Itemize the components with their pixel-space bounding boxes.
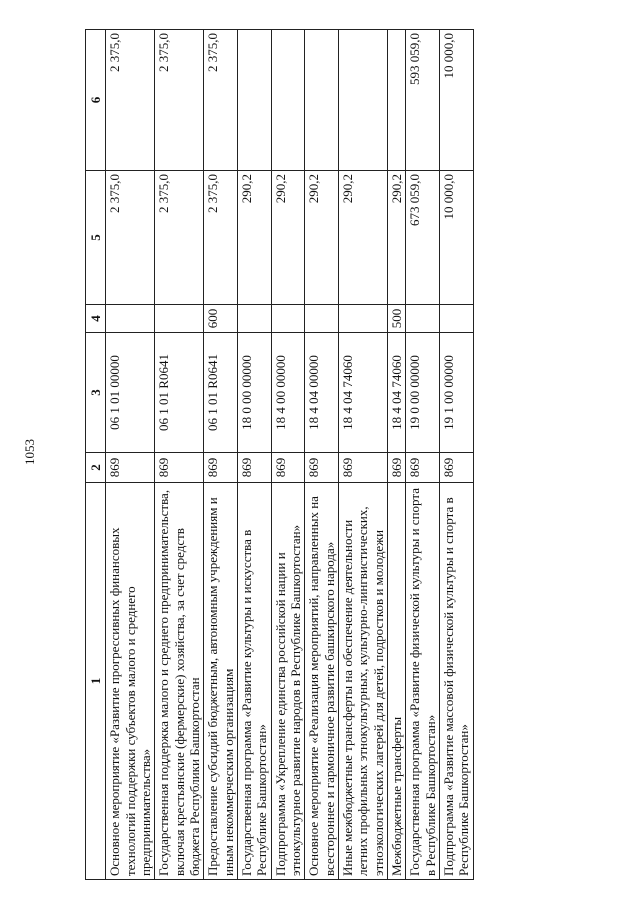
- row-name: Основное мероприятие «Развитие прогрессивных финансовых технологий поддержки субъектов малого и среднего предпринимательства»: [106, 483, 155, 880]
- table-row: [387, 30, 405, 880]
- row-csr: 19 0 00 00000: [406, 333, 440, 453]
- row-vr: [155, 305, 204, 333]
- row-sum-5: 2 375,0: [106, 171, 155, 305]
- table-row: [237, 30, 271, 880]
- row-sum-5: 673 059,0: [406, 171, 440, 305]
- table-row: [271, 30, 305, 880]
- row-sum-5: 290,2: [387, 171, 405, 305]
- row-sum-6: 10 000,0: [439, 30, 473, 171]
- table-row: [305, 30, 339, 880]
- row-csr: 06 1 01 R0641: [204, 333, 238, 453]
- row-vr: 500: [387, 305, 405, 333]
- row-sum-5: 2 375,0: [155, 171, 204, 305]
- row-sum-5: 10 000,0: [439, 171, 473, 305]
- row-code: 869: [406, 453, 440, 483]
- row-csr: 18 4 04 00000: [305, 333, 339, 453]
- row-code: 869: [237, 453, 271, 483]
- row-sum-5: 290,2: [305, 171, 339, 305]
- table-header-row: [86, 30, 106, 880]
- table-row: [106, 30, 155, 880]
- row-name: Подпрограмма «Развитие массовой физической культуры и спорта в Республике Башкортостан»: [439, 483, 473, 880]
- header-cell-1: 1: [86, 483, 106, 880]
- row-vr: [406, 305, 440, 333]
- row-sum-5: 290,2: [237, 171, 271, 305]
- row-sum-6: [305, 30, 339, 171]
- table-row: [155, 30, 204, 880]
- row-vr: [338, 305, 387, 333]
- row-sum-6: [338, 30, 387, 171]
- row-csr: 19 1 00 00000: [439, 333, 473, 453]
- row-csr: 18 4 04 74060: [387, 333, 405, 453]
- page-number: 1053: [22, 439, 37, 465]
- row-sum-6: 2 375,0: [204, 30, 238, 171]
- row-sum-6: 2 375,0: [106, 30, 155, 171]
- row-sum-5: 2 375,0: [204, 171, 238, 305]
- row-sum-5: 290,2: [338, 171, 387, 305]
- row-name: Государственная программа «Развитие физической культуры и спорта в Республике Башкортостан»: [406, 483, 440, 880]
- row-sum-6: 2 375,0: [155, 30, 204, 171]
- rotated-table-wrapper: [85, 30, 545, 880]
- row-csr: 18 4 00 00000: [271, 333, 305, 453]
- row-name: Предоставление субсидий бюджетным, автономным учреждениям и иным некоммерческим организациям: [204, 483, 238, 880]
- row-csr: 06 1 01 00000: [106, 333, 155, 453]
- row-csr: 18 0 00 00000: [237, 333, 271, 453]
- row-csr: 18 4 04 74060: [338, 333, 387, 453]
- row-vr: [271, 305, 305, 333]
- header-cell-2: 2: [86, 453, 106, 483]
- row-sum-6: [271, 30, 305, 171]
- row-sum-6: 593 059,0: [406, 30, 440, 171]
- row-csr: 06 1 01 R0641: [155, 333, 204, 453]
- row-name: Межбюджетные трансферты: [387, 483, 405, 880]
- row-code: 869: [271, 453, 305, 483]
- header-cell-5: 5: [86, 171, 106, 305]
- header-cell-3: 3: [86, 333, 106, 453]
- row-name: Государственная программа «Развитие культуры и искусства в Республике Башкортостан»: [237, 483, 271, 880]
- row-vr: 600: [204, 305, 238, 333]
- row-code: 869: [155, 453, 204, 483]
- row-vr: [237, 305, 271, 333]
- row-code: 869: [338, 453, 387, 483]
- row-code: 869: [387, 453, 405, 483]
- row-name: Государственная поддержка малого и среднего предпринимательства, включая крестьянские (фермерские) хозяйства, за счет средств бюджета Республики Башкортостан: [155, 483, 204, 880]
- row-vr: [439, 305, 473, 333]
- row-sum-5: 290,2: [271, 171, 305, 305]
- row-code: 869: [305, 453, 339, 483]
- row-sum-6: [237, 30, 271, 171]
- row-name: Основное мероприятие «Реализация мероприятий, направленных на всестороннее и гармоничное развитие башкирского народа»: [305, 483, 339, 880]
- row-code: 869: [106, 453, 155, 483]
- row-sum-6: [387, 30, 405, 171]
- table-row: [406, 30, 440, 880]
- row-code: 869: [439, 453, 473, 483]
- header-cell-6: 6: [86, 30, 106, 171]
- row-name: Иные межбюджетные трансферты на обеспечение деятельности летних профильных этнокультурных, культурно-лингвистических, этноэкологических лагерей для детей, подростков и молодежи: [338, 483, 387, 880]
- row-name: Подпрограмма «Укрепление единства российской нации и этнокультурное развитие народов в Республике Башкортостан»: [271, 483, 305, 880]
- row-vr: [106, 305, 155, 333]
- row-code: 869: [204, 453, 238, 483]
- budget-table: [85, 29, 474, 880]
- table-row: [439, 30, 473, 880]
- header-cell-4: 4: [86, 305, 106, 333]
- table-row: [204, 30, 238, 880]
- row-vr: [305, 305, 339, 333]
- table-row: [338, 30, 387, 880]
